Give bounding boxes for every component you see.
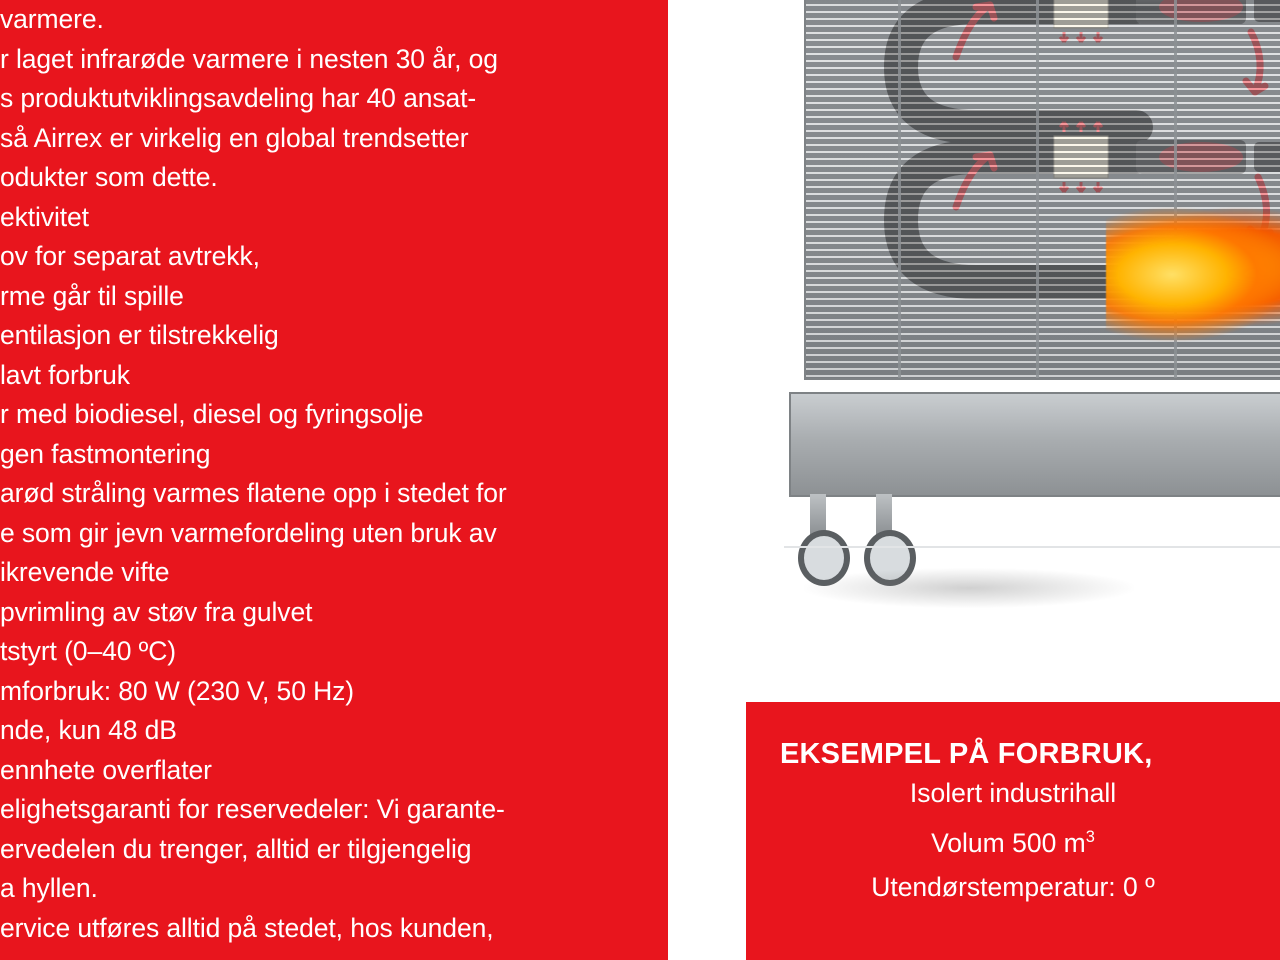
product-photo <box>744 0 1280 660</box>
body-line: tstyrt (0–40 ºC) <box>0 636 176 666</box>
body-line: odukter som dette. <box>0 162 218 192</box>
volume-exponent: 3 <box>1085 828 1095 846</box>
body-line: så Airrex er virkelig en global trendsetter <box>0 122 469 153</box>
body-line: pvrimling av støv fra gulvet <box>0 596 313 627</box>
body-line: e som gir jevn varmefordeling uten bruk av <box>0 517 497 548</box>
body-line: ennhete overflater <box>0 754 212 785</box>
body-line: entilasjon er tilstrekkelig <box>0 320 279 350</box>
volume-label: Volum 500 m <box>931 827 1086 858</box>
flame-graphic <box>1106 192 1280 342</box>
body-line: s produktutviklingsavdeling har 40 ansat- <box>0 83 477 113</box>
grill-vertical-bar <box>1036 0 1039 378</box>
grill-vertical-bar <box>898 0 901 378</box>
body-line: a hyllen. <box>0 873 98 903</box>
consumption-example-box <box>746 702 1280 960</box>
floor-line <box>784 546 1280 548</box>
body-line: ikrevende vifte <box>0 557 170 587</box>
body-line: ervedelen du trenger, alltid er tilgjengelig <box>0 833 472 864</box>
body-line: rme går til spille <box>0 280 184 311</box>
body-line: mforbruk: 80 W (230 V, 50 Hz) <box>0 675 355 706</box>
body-line: ov for separat avtrekk, <box>0 241 260 271</box>
body-line: r med biodiesel, diesel og fyringsolje <box>0 399 424 429</box>
body-line: elighetsgaranti for reservedeler: Vi garante- <box>0 794 505 824</box>
body-line: gen fastmontering <box>0 438 211 469</box>
cabinet-gap <box>792 380 1280 392</box>
body-line: lavt forbruk <box>0 359 130 390</box>
heater-base <box>789 392 1280 497</box>
body-line: nde, kun 48 dB <box>0 715 177 745</box>
consumption-line-temperature <box>766 865 1260 909</box>
body-line: ervice utføres alltid på stedet, hos kunden, <box>0 912 494 943</box>
temperature-label: Utendørstemperatur: 0 º <box>871 871 1155 902</box>
body-line: r laget infrarøde varmere i nesten 30 år, og <box>0 43 498 74</box>
consumption-title: EKSEMPEL PÅ FORBRUK, <box>780 738 1153 770</box>
body-line: arød stråling varmes flatene opp i stedet for <box>0 478 507 508</box>
heater-cabinet <box>804 0 1280 380</box>
body-line: ektivitet <box>0 201 89 232</box>
consumption-line-volume <box>766 815 1260 865</box>
body-line: varmere. <box>0 4 104 34</box>
product-shadow <box>804 568 1134 608</box>
consumption-line-hall: Isolert industrihall <box>909 778 1117 808</box>
